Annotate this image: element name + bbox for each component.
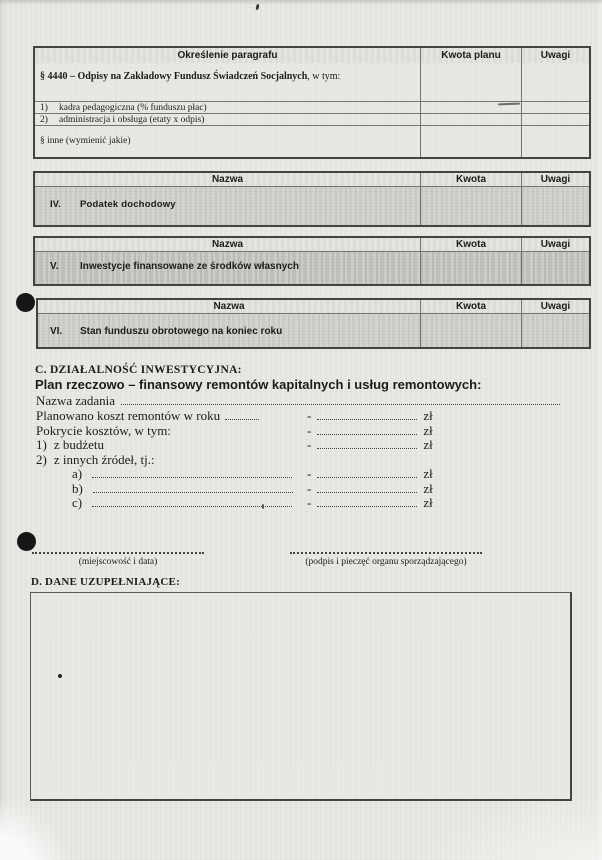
fill-in-dotted-line (92, 477, 292, 478)
ink-speck (262, 504, 264, 509)
column-header-amount: Kwota (421, 173, 522, 187)
supplementary-data-box (30, 592, 572, 801)
notes-cell-empty (522, 63, 589, 102)
amount-dotted-line (317, 448, 417, 449)
notes-cell-empty (522, 314, 589, 347)
row-teaching-staff (35, 102, 421, 114)
column-header-name: Nazwa (38, 300, 421, 314)
row-working-capital (38, 314, 421, 347)
plan-amount-cell-empty (421, 63, 522, 102)
other-sources-line (36, 452, 446, 466)
section-c-subheading: Plan rzeczowo – finansowy remontów kapitalnych i usług remontowych: (35, 377, 482, 392)
signature-caption: (podpis i pieczęć organu sporządzającego) (305, 557, 467, 567)
currency-label: zł (423, 481, 433, 496)
line-number: b) (72, 481, 83, 496)
cost-coverage-line (36, 423, 446, 437)
row-income-tax (35, 187, 421, 225)
column-header-name: Nazwa (35, 238, 421, 252)
line-number: 2) (36, 452, 47, 467)
row-own-funds-investments (35, 252, 421, 284)
amount-dotted-line (317, 492, 417, 493)
hole-punch-mark (17, 532, 36, 551)
notes-cell-empty (522, 102, 589, 114)
source-a-line (36, 466, 446, 480)
line-number: 1) (36, 437, 47, 452)
working-capital-table (36, 298, 591, 349)
dash: - (307, 423, 312, 438)
column-header-amount: Kwota (421, 300, 522, 314)
line-text: z budżetu (53, 437, 105, 452)
column-header-notes: Uwagi (522, 300, 589, 314)
amount-dotted-line (317, 419, 417, 420)
section-c-heading: C. DZIAŁALNOŚĆ INWESTYCYJNA: (35, 364, 242, 376)
notes-cell-empty (522, 114, 589, 126)
dash: - (307, 495, 312, 510)
row-fund-4440-rest: , w tym: (307, 71, 341, 82)
currency-label: zł (423, 437, 433, 452)
ink-speck (255, 4, 259, 11)
ink-speck (58, 674, 62, 678)
row-label: administracja i obsługa (etaty x odpis) (59, 115, 205, 125)
dash: - (307, 408, 312, 423)
column-header-plan-amount: Kwota planu (421, 48, 522, 63)
amount-dotted-line (317, 477, 417, 478)
row-number: IV. (50, 199, 61, 210)
notes-cell-empty (522, 187, 589, 225)
task-name-label: Nazwa zadania (36, 393, 116, 408)
line-text: Planowano koszt remontów w roku (36, 408, 221, 423)
line-number: c) (72, 495, 83, 510)
signature-dotted-line (290, 552, 482, 554)
row-label: Inwestycje finansowane ze środków własnych (80, 261, 299, 272)
column-header-notes: Uwagi (522, 173, 589, 187)
from-budget-line (36, 437, 446, 451)
row-number: V. (50, 261, 59, 272)
fill-in-dotted-line (121, 404, 560, 405)
hole-punch-mark (16, 293, 35, 312)
row-admin-staff (35, 114, 421, 126)
amount-cell-empty (421, 252, 522, 284)
line-number: a) (72, 466, 83, 481)
line-text: z innych źródeł, tj.: (53, 452, 155, 467)
fill-in-dotted-line (225, 419, 259, 420)
row-fund-4440-bold: § 4440 – Odpisy na Zakładowy Fundusz Świadczeń Socjalnych (40, 71, 308, 82)
row-number: 2) (40, 115, 48, 125)
column-header-name: Nazwa (35, 173, 421, 187)
place-date-caption: (miejscowość i data) (78, 557, 158, 567)
amount-cell-empty (421, 314, 522, 347)
dash: - (307, 437, 312, 452)
task-name-line (36, 393, 560, 407)
amount-dotted-line (317, 506, 417, 507)
amount-cell-empty (421, 187, 522, 225)
currency-label: zł (423, 408, 433, 423)
amount-dotted-line (317, 434, 417, 435)
row-fund-4440-label (35, 63, 421, 102)
line-text: Pokrycie kosztów, w tym: (36, 423, 171, 438)
place-date-dotted-line (32, 552, 204, 554)
plan-amount-cell-empty (421, 126, 522, 157)
notes-cell-empty (522, 126, 589, 157)
column-header-amount: Kwota (421, 238, 522, 252)
currency-label: zł (423, 466, 433, 481)
income-tax-table (33, 171, 591, 227)
column-header-notes: Uwagi (522, 238, 589, 252)
fill-in-dotted-line (93, 492, 293, 493)
currency-label: zł (423, 423, 433, 438)
column-header-notes: Uwagi (522, 48, 589, 63)
plan-amount-cell-empty (421, 114, 522, 126)
currency-label: zł (423, 495, 433, 510)
planned-cost-line (36, 408, 446, 422)
row-number: VI. (50, 326, 63, 337)
source-c-line (36, 495, 446, 509)
own-funds-investments-table (33, 236, 591, 286)
notes-cell-empty (522, 252, 589, 284)
column-header-paragraph: Określenie paragrafu (35, 48, 421, 63)
dash: - (307, 481, 312, 496)
row-label: kadra pedagogiczna (% funduszu płac) (59, 103, 207, 113)
row-label: Stan funduszu obrotowego na koniec roku (80, 326, 283, 337)
source-b-line (36, 481, 446, 495)
row-label: Podatek dochodowy (80, 199, 176, 210)
row-number: 1) (40, 103, 48, 113)
dash: - (307, 466, 312, 481)
section-d-heading: D. DANE UZUPEŁNIAJĄCE: (31, 576, 180, 588)
row-other-paragraphs: § inne (wymienić jakie) (35, 126, 421, 157)
